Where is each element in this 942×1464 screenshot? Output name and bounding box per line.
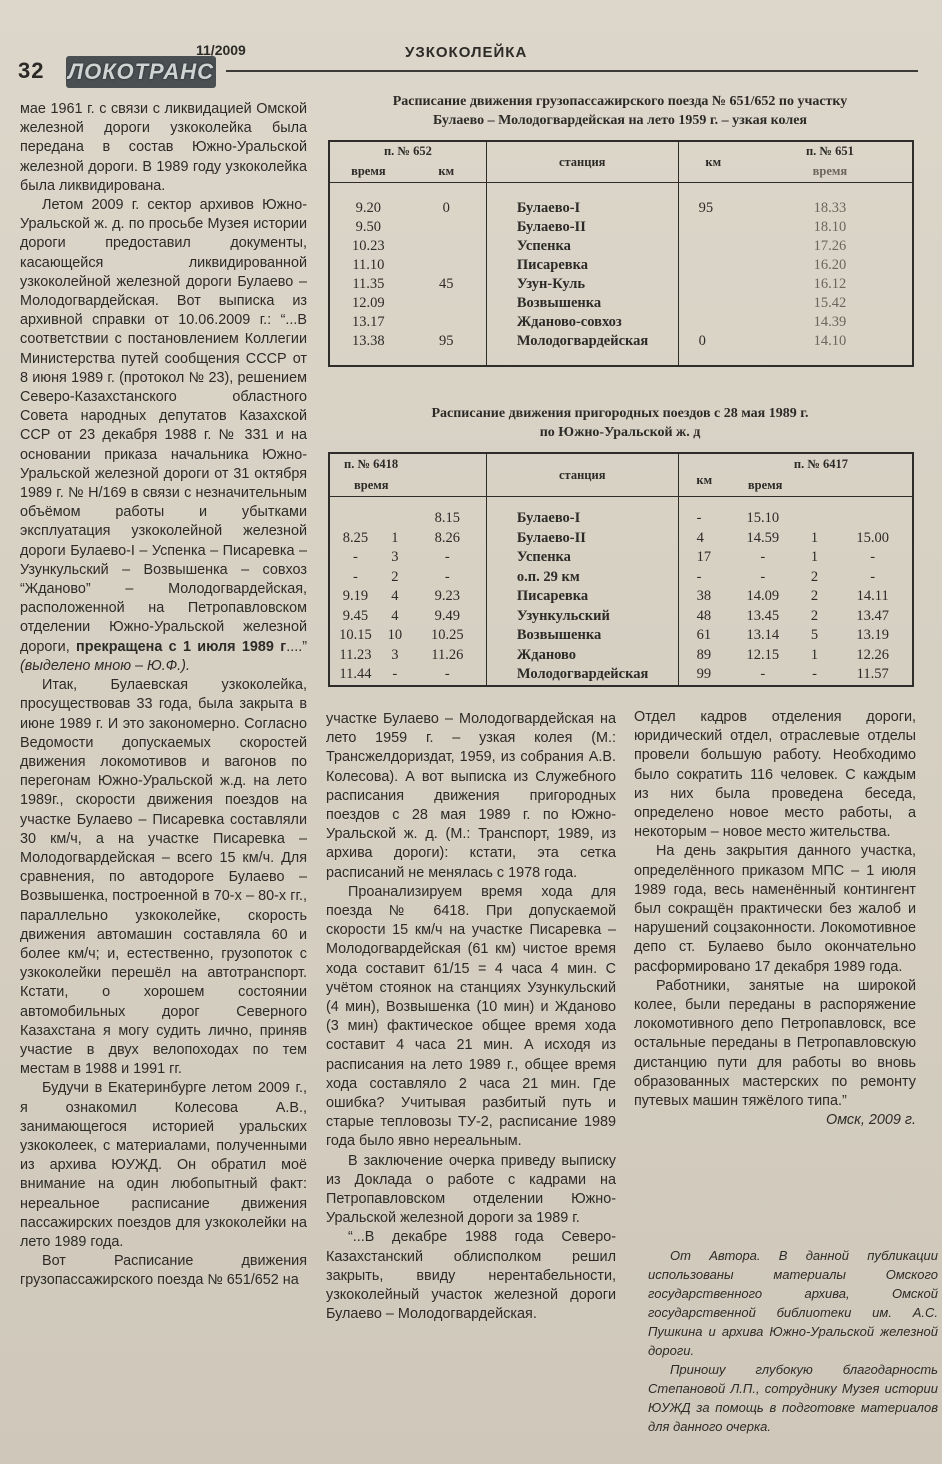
table2-cell-km: 61 (678, 626, 730, 646)
table2-cell-arr: 11.23 (339, 646, 372, 663)
table2-cell-arr: - (353, 568, 358, 585)
table1-cell-t652: 11.35 (352, 276, 385, 292)
table2-cell-arr: 9.45 (342, 607, 369, 624)
table1-cell-station: Молодогвардейская (486, 332, 678, 351)
table2-cell-dep: 9.49 (434, 607, 461, 624)
table1-cell-km (678, 256, 748, 275)
table2-row (329, 626, 913, 646)
table1-cell-t652: 13.17 (352, 314, 385, 330)
table1-cell-station: Жданово-совхоз (486, 313, 678, 332)
table2-h-km: км (678, 453, 730, 497)
table2-cell-km: 89 (678, 646, 730, 666)
table2-h-right-time: время (730, 474, 913, 497)
table2-cell-km: 38 (678, 587, 730, 607)
table1-cell-km652 (407, 313, 487, 332)
col3-paragraph-2: На день закрытия данного участка, определённого приказом МПС – 1 июля 1989 года, весь наменённый контингент был сокращён практически без жалоб и нарушений соцзаконности. Локомотивное депо ст. Булаево было окончательно расформировано 17 декабря 1989 года. (634, 843, 916, 975)
table2-cell-dep: - (444, 568, 450, 585)
table2-row (329, 607, 913, 627)
table1-row (329, 256, 913, 275)
table2-cell-stop: 2 (391, 568, 399, 585)
table1-h-km: км (678, 141, 748, 183)
table2-title (330, 404, 910, 442)
table2-cell-rstop: 1 (810, 529, 819, 546)
table1-cell-t651: 17.26 (813, 238, 847, 254)
table2-cell-rarr: 14.09 (746, 588, 780, 605)
table2-cell-stop: 3 (391, 646, 399, 663)
col1-paragraph-2: Летом 2009 г. сектор архивов Южно-Уральской ж. д. по просьбе Музея истории дороги предоставил документы, касающейся ликвидированной узкоколейной железной дороги Булаево – Молодогвардейская. Вот выписка из архивной справки от 10.06.2009 г.: “...В соответствии с постановлением Коллегии Министерства путей сообщения СССР от 8 июня 1989 г. (протокол № 23), решением Северо-Казахстанского областного Совета народных депутатов Казахской ССР от 23 декабря 1988 г. № 331 и на основании приказа начальника Южно-Уральской железной дороги от 31 октября 1989 г. № Н/169 в связи с незначительным объёмом работы и убытками эксплуатация узкоколейной железной дороги Булаево-I – Успенка – Писаревка – Узункульский – Возвышенка – совхоз “Жданово” – Молодогвардейская, расположенной на Петропавловском отделении Южно-Уральской железной дороги, прекращена с 1 июля 1989 г....” (выделено мною – Ю.Ф.). (20, 197, 307, 674)
col1-paragraph-4: Будучи в Екатеринбурге летом 2009 г., я ознакомил Колесова А.В., занимающегося историей уральских узкоколеек, с материалами, полученными из архива ЮУЖД. Он обратил моё внимание на один любопытный факт: нереальное расписание движения пассажирских поездов для узкоколейки на лето 1989 года. (20, 1080, 307, 1250)
table2-cell-rarr: 13.14 (746, 627, 780, 644)
table2-h-left-time: время (329, 474, 486, 497)
table2-cell-arr: 11.44 (339, 666, 372, 683)
table1-h-left-km: км (407, 160, 487, 183)
issue-number: 11/2009 (196, 42, 246, 58)
table2-cell-rdep: 15.00 (856, 529, 889, 546)
table1-cell-t651: 18.10 (813, 219, 847, 235)
table2-cell-station: Успенка (486, 548, 678, 568)
table2-cell-arr: - (353, 549, 358, 566)
table1-body (329, 199, 913, 351)
table2-cell-station: Молодогвардейская (486, 665, 678, 686)
col1-paragraph-1: мае 1961 г. с связи с ликвидацией Омской железной дороги узкоколейка была передана в состав Южно-Уральской железной дороги. В 1989 году узкоколейка была ликвидирована. (20, 101, 307, 194)
table2-cell-station: о.п. 29 км (486, 568, 678, 588)
table1-cell-station: Булаево-I (486, 199, 678, 218)
table2-row (329, 529, 913, 549)
table1-cell-km (678, 294, 748, 313)
table1-cell-km652: 95 (439, 333, 454, 349)
table2-cell-dep: 11.26 (431, 646, 464, 663)
table2-title-line1: Расписание движения пригородных поездов с 28 мая 1989 г. (431, 406, 809, 421)
table2-cell-rstop: 2 (810, 588, 819, 605)
table1-row (329, 199, 913, 218)
table2-cell-arr: 9.19 (342, 588, 369, 605)
table2-cell-km: - (678, 568, 730, 588)
table2-h-station: станция (486, 453, 678, 497)
col2-paragraph-2: Проанализируем время хода для поезда № 6418. При допускаемой скорости 15 км/ч на участке Писаревка – Молодогвардейская (61 км) чистое время хода составит 61/15 = 4 часа 4 мин. С учётом стоянок на станциях Узункульский (4 мин), Возвышенка (10 мин) и Жданово (3 мин) фактическое общее время хода составит 4 часа 21 мин. А исходя из расписания на лето 1989 г., общее время хода составляло 2 часа 21 мин. Где ошибка? Учитывая разбитый путь и старые тепловозы ТУ-2, расписание 1989 года было явно нереальным. (326, 883, 616, 1150)
table2-cell-rdep: 12.26 (856, 646, 889, 663)
table1-cell-t652: 13.38 (352, 333, 385, 349)
section-title: УЗКОКОЛЕЙКА (405, 44, 528, 61)
table2-cell-rarr: - (760, 568, 766, 585)
table1-cell-t651: 14.39 (813, 314, 847, 330)
table1-cell-km652 (407, 237, 487, 256)
table1-cell-km (678, 275, 748, 294)
table2-cell-rarr: 15.10 (746, 510, 780, 527)
table2-cell-arr: 10.15 (339, 627, 372, 644)
table2-cell-dep: 10.25 (431, 627, 464, 644)
table1-cell-station: Булаево-II (486, 218, 678, 237)
table1-title-line2: Булаево – Молодогвардейская на лето 1959 г. – узкая колея (433, 113, 807, 128)
table2-cell-rstop: 2 (810, 607, 819, 624)
table2-cell-km: 17 (678, 548, 730, 568)
table1-row (329, 218, 913, 237)
table2-cell-stop: 4 (391, 588, 399, 605)
table2-cell-rarr: 12.15 (746, 646, 780, 663)
schedule-table-1989 (328, 452, 914, 687)
col2-paragraph-3: В заключение очерка приведу выписку из Доклада о работе с кадрами на Петропавловском отделении Южно-Уральской железной дороги за 1989 г. (326, 1152, 616, 1227)
table1-row (329, 313, 913, 332)
table2-body (329, 509, 913, 686)
table1-cell-station: Успенка (486, 237, 678, 256)
table2-h-left-train: п. № 6418 (344, 456, 399, 471)
table2-cell-dep: - (444, 549, 450, 566)
table2-row (329, 665, 913, 686)
table1-row (329, 294, 913, 313)
table1-cell-km652 (407, 294, 487, 313)
table2-cell-rdep: - (870, 568, 876, 585)
note-paragraph-2: Приношу глубокую благодарность Степановой Л.П., сотруднику Музея истории ЮУЖД за помощь в подготовке материалов для данного очерка. (648, 1362, 938, 1434)
table1-row (329, 332, 913, 351)
table1-cell-t652: 11.10 (352, 257, 385, 273)
note-paragraph-1: От Автора. В данной публикации использованы материалы Омского государственного архива, Омской государственной библиотеки им. А.С. Пушкина и архива Южно-Уральской железной дороги. (648, 1248, 938, 1358)
table1-h-station: станция (486, 141, 678, 183)
table1-h-right-time: время (748, 160, 913, 183)
table2-row (329, 509, 913, 529)
author-acknowledgement (648, 1246, 938, 1436)
col1-paragraph-5: Вот Расписание движения грузопассажирского поезда № 651/652 на (20, 1253, 307, 1289)
table2-cell-rdep: 14.11 (856, 588, 889, 605)
table2-cell-km: 99 (678, 665, 730, 686)
table2-cell-rarr: 13.45 (746, 607, 780, 624)
col2-paragraph-4: “...В декабре 1988 года Северо-Казахстанский облисполком решил закрыть, ввиду нерентабельности, узкоколейный участок железной дороги Булаево – Молодогвардейская. (326, 1229, 616, 1323)
table1-cell-km652: 0 (442, 200, 450, 216)
table2-title-line2: по Южно-Уральской ж. д (539, 425, 701, 440)
table1-cell-station: Узун-Куль (486, 275, 678, 294)
table1-cell-t651: 16.20 (813, 257, 847, 273)
table1-cell-t652: 12.09 (352, 295, 385, 311)
table2-cell-dep: 9.23 (434, 588, 461, 605)
table1-header-row (329, 141, 913, 160)
table2-cell-stop: 3 (391, 549, 399, 566)
schedule-table-1959 (328, 140, 914, 367)
table2-cell-stop (381, 509, 409, 529)
table2-cell-stop: 4 (391, 607, 399, 624)
table1-cell-t652: 9.20 (355, 200, 382, 216)
table1-h-left-time: время (329, 160, 407, 183)
table2-cell-stop: 10 (387, 627, 403, 644)
table1-cell-t652: 10.23 (352, 238, 385, 254)
table1-cell-km: 95 (678, 199, 748, 218)
table1-row (329, 275, 913, 294)
table2-cell-stop: - (392, 666, 398, 683)
table2-cell-station: Булаево-I (486, 509, 678, 529)
table2-cell-rstop (796, 509, 834, 529)
page-number: 32 (18, 58, 45, 83)
table1-cell-t651: 14.10 (813, 333, 847, 349)
table1-title (330, 92, 910, 130)
article-column-2 (326, 710, 616, 1325)
author-note: (выделено мною – Ю.Ф.). (20, 657, 190, 674)
table1-cell-km652 (407, 218, 487, 237)
signature-place-date: Омск, 2009 г. (826, 1112, 916, 1129)
table2-row (329, 568, 913, 588)
col1-paragraph-3: Итак, Булаевская узкоколейка, просуществовав 33 года, была закрыта в июне 1989 г. И это закономерно. Согласно Ведомости допускаемых скоростей движения локомотивов и вагонов по перегонам Южно-Уральской ж.д. на лето 1989г., скорости движения поездов на участке Булаево – Писаревка составляли 30 км/ч, а на участке Писаревка – Молодогвардейская – всего 15 км/ч. Для сравнения, по автодороге Булаево – Возвышенка, построенной в 70-х – 80-х гг., параллельно узкоколейке, скорость движения автомашин составляла 60 и более км/ч; и, естественно, грузопоток с узкоколейки перешёл на автотранспорт. Кстати, о хорошем состоянии автомобильных дорог Северного Казахстана я могу судить лично, приняв участие в двух велопоходах по тем местам в 1988 и 1991 гг. (20, 677, 307, 1078)
table2-cell-dep: 8.15 (434, 510, 461, 527)
table2-cell-rdep: - (870, 549, 876, 566)
table2-row (329, 646, 913, 666)
article-column-1 (20, 100, 307, 1291)
table1-cell-t651: 16.12 (813, 276, 847, 292)
table2-cell-arr: 8.25 (342, 529, 369, 546)
table2-cell-rstop: 2 (810, 568, 819, 585)
table2-cell-dep: 8.26 (434, 529, 461, 546)
table1-row (329, 237, 913, 256)
table2-cell-rdep (833, 509, 913, 529)
table2-cell-rarr: - (760, 549, 766, 566)
table1-h-left-train: п. № 652 (383, 143, 432, 158)
table2-cell-rstop: - (812, 666, 817, 683)
table1-h-right-train: п. № 651 (805, 143, 854, 158)
table2-cell-station: Булаево-II (486, 529, 678, 549)
table2-row (329, 587, 913, 607)
table1-title-line1: Расписание движения грузопассажирского поезда № 651/652 по участку (392, 94, 848, 109)
table1-cell-km: 0 (678, 332, 748, 351)
table2-cell-km: - (678, 509, 730, 529)
table1-cell-station: Писаревка (486, 256, 678, 275)
table2-cell-station: Жданово (486, 646, 678, 666)
table1-cell-station: Возвышенка (486, 294, 678, 313)
table2-cell-dep: - (444, 666, 450, 683)
highlight-date: прекращена с 1 июля 1989 г (76, 638, 287, 655)
col3-paragraph-1: Отдел кадров отделения дороги, юридический отдел, отраслевые отделы провели большую работу. Необходимо было сократить 116 человек. С каждым из них была проведена беседа, определено новое место работы, а некоторым – новое место жительства. (634, 709, 916, 841)
table2-header-row (329, 453, 913, 474)
table2-cell-stop: 1 (391, 529, 399, 546)
table1-cell-t651: 18.33 (813, 200, 847, 216)
table2-cell-km: 4 (678, 529, 730, 549)
table2-cell-rdep: 13.19 (856, 627, 889, 644)
article-column-3 (634, 708, 916, 1130)
table2-cell-rarr: 14.59 (746, 529, 780, 546)
table2-cell-rdep: 11.57 (856, 666, 889, 683)
table2-row (329, 548, 913, 568)
col2-paragraph-1: участке Булаево – Молодогвардейская на лето 1959 г. – узкая колея (М.: Трансжелдориздат, 1959, из собрания А.В. Колесова). А вот выписка из Служебного расписания движения пригородных поездов с 28 мая 1989 г. по Южно-Уральской ж. д. (М.: Транспорт, 1989, из архива дороги): кстати, эта сетка расписаний не менялась с 1978 года. (326, 711, 616, 881)
table1-cell-km (678, 313, 748, 332)
table2-cell-station: Писаревка (486, 587, 678, 607)
table2-cell-rstop: 1 (810, 646, 819, 663)
table2-cell-station: Узункульский (486, 607, 678, 627)
table2-cell-station: Возвышенка (486, 626, 678, 646)
table2-cell-rdep: 13.47 (856, 607, 889, 624)
table1-cell-km652: 45 (439, 276, 454, 292)
table1-cell-t652: 9.50 (355, 219, 382, 235)
col3-paragraph-3: Работники, занятые на широкой колее, были переданы в распоряжение локомотивного депо Петропавловск, все остальные переданы в Петропавловскую дистанцию пути для работы во вновь образованных мастерских по ремонту путевых машин тяжёлого типа.” (634, 977, 916, 1110)
table1-cell-km (678, 218, 748, 237)
table2-cell-rstop: 1 (810, 549, 819, 566)
table1-cell-km652 (407, 256, 487, 275)
table2-cell-arr (329, 509, 381, 529)
table2-cell-rarr: - (760, 666, 766, 683)
magazine-logo: ЛОКОТРАНС (66, 56, 216, 88)
header-divider (226, 70, 918, 72)
table2-h-right-train: п. № 6417 (793, 456, 849, 471)
table2-cell-rstop: 5 (810, 627, 819, 644)
table1-cell-t651: 15.42 (813, 295, 847, 311)
table2-cell-km: 48 (678, 607, 730, 627)
table1-cell-km (678, 237, 748, 256)
